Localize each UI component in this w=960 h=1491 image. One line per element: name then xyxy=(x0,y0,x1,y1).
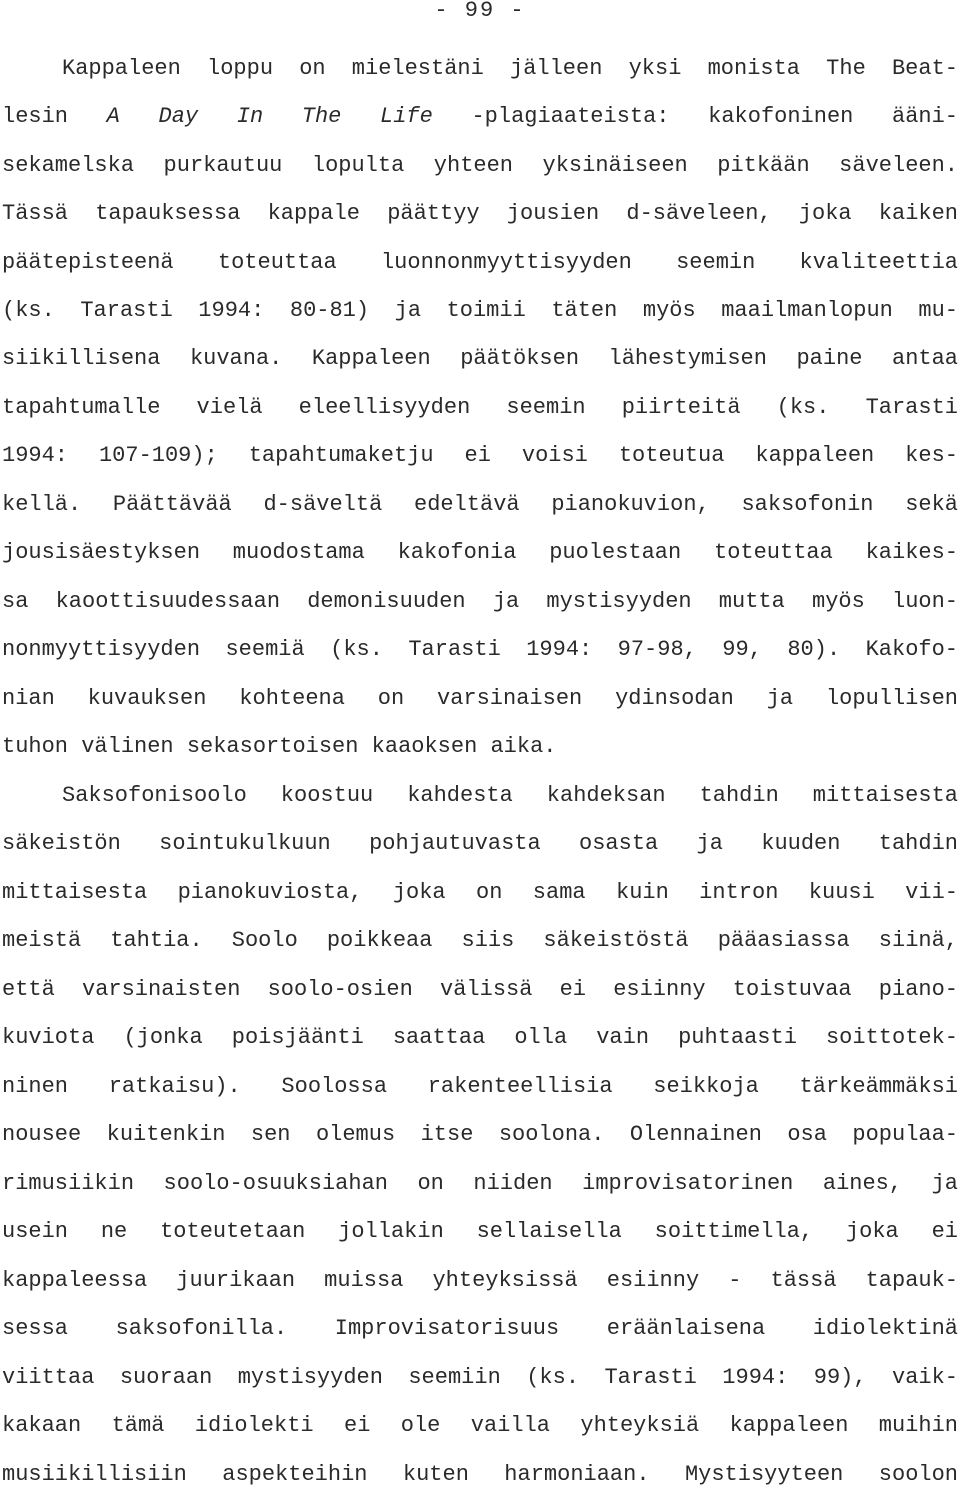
text-line: rimusiikin soolo-osuuksiahan on niiden improvisatorinen aines, ja xyxy=(2,1171,958,1196)
text-segment: -plagiaateista: kakofoninen ääni- xyxy=(432,104,959,129)
text-line: kakaan tämä idiolekti ei ole vailla yhteyksiä kappaleen muihin xyxy=(2,1413,958,1438)
text-line: tapahtumalle vielä eleellisyyden seemin piirteitä (ks. Tarasti xyxy=(2,395,958,420)
text-line: kappaleessa juurikaan muissa yhteyksissä esiinny - tässä tapauk- xyxy=(2,1268,958,1293)
text-line: Kappaleen loppu on mielestäni jälleen yksi monista The Beat- xyxy=(62,56,958,81)
text-line: sa kaoottisuudessaan demonisuuden ja mystisyyden mutta myös luon- xyxy=(2,589,958,614)
text-line: nian kuvauksen kohteena on varsinaisen ydinsodan ja lopullisen xyxy=(2,686,958,711)
text-line: ninen ratkaisu). Soolossa rakenteellisia seikkoja tärkeämmäksi xyxy=(2,1074,958,1099)
text-line: kuviota (jonka poisjäänti saattaa olla vain puhtaasti soittotek- xyxy=(2,1025,958,1050)
text-line: jousisäestyksen muodostama kakofonia puolestaan toteuttaa kaikes- xyxy=(2,540,958,565)
text-segment: lesin xyxy=(2,104,107,129)
text-line: sekamelska purkautuu lopulta yhteen yksinäiseen pitkään säveleen. xyxy=(2,153,958,178)
text-line: Tässä tapauksessa kappale päättyy jousien d-säveleen, joka kaiken xyxy=(2,201,958,226)
text-line: nousee kuitenkin sen olemus itse soolona. Olennainen osa populaa- xyxy=(2,1122,958,1147)
text-line: 1994: 107-109); tapahtumaketju ei voisi toteutua kappaleen kes- xyxy=(2,443,958,468)
text-line: usein ne toteutetaan jollakin sellaisella soittimella, joka ei xyxy=(2,1219,958,1244)
text-line: että varsinaisten soolo-osien välissä ei esiinny toistuvaa piano- xyxy=(2,977,958,1002)
text-line: (ks. Tarasti 1994: 80-81) ja toimii täten myös maailmanlopun mu- xyxy=(2,298,958,323)
text-line: nonmyyttisyyden seemiä (ks. Tarasti 1994: 97-98, 99, 80). Kakofo- xyxy=(2,637,958,662)
text-line: tuhon välinen sekasortoisen kaaoksen aika. xyxy=(2,734,557,759)
song-title: A Day In The Life xyxy=(106,104,433,129)
text-line: Saksofonisoolo koostuu kahdesta kahdeksan tahdin mittaisesta xyxy=(62,783,958,808)
text-line: säkeistön sointukulkuun pohjautuvasta osasta ja kuuden tahdin xyxy=(2,831,958,856)
text-line: meistä tahtia. Soolo poikkeaa siis säkeistöstä pääasiassa siinä, xyxy=(2,928,958,953)
text-line-with-title xyxy=(2,102,958,132)
text-line: sessa saksofonilla. Improvisatorisuus eräänlaisena idiolektinä xyxy=(2,1316,958,1341)
text-line: viittaa suoraan mystisyyden seemiin (ks. Tarasti 1994: 99), vaik- xyxy=(2,1365,958,1390)
text-line: siikillisena kuvana. Kappaleen päätöksen lähestymisen paine antaa xyxy=(2,346,958,371)
text-line: mittaisesta pianokuviosta, joka on sama kuin intron kuusi vii- xyxy=(2,880,958,905)
page-number: - 99 - xyxy=(434,0,526,23)
text-line: päätepisteenä toteuttaa luonnonmyyttisyyden seemin kvaliteettia xyxy=(2,250,958,275)
text-line: musiikillisiin aspekteihin kuten harmoniaan. Mystisyyteen soolon xyxy=(2,1462,958,1487)
text-line: kellä. Päättävää d-säveltä edeltävä pianokuvion, saksofonin sekä xyxy=(2,492,958,517)
